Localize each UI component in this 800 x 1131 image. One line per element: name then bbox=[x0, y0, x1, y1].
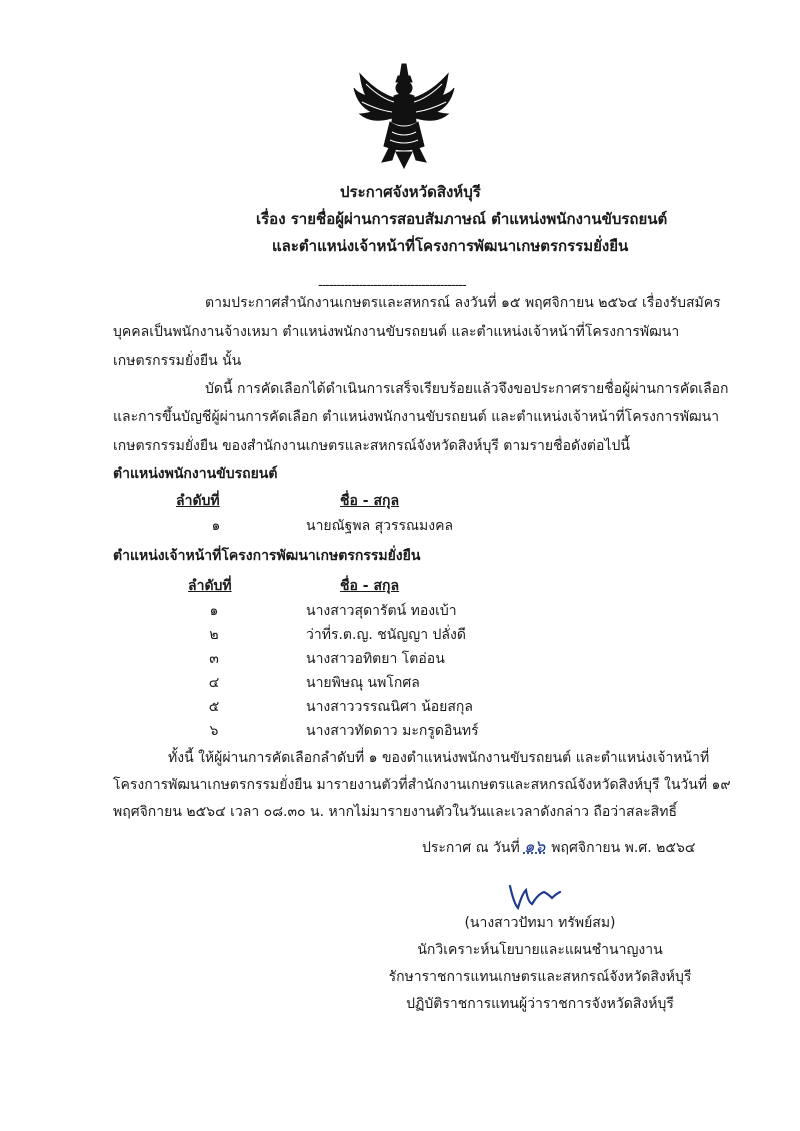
para1-line1: ตามประกาศสำนักงานเกษตรและสหกรณ์ ลงวันที่ ๑๕ พฤศจิกายน ๒๕๖๔ เรื่องรับสมัคร bbox=[205, 295, 721, 311]
section1-heading: ตำแหน่งพนักงานขับรถยนต์ bbox=[113, 466, 278, 482]
para1-line2: บุคคลเป็นพนักงานจ้างเหมา ตำแหน่งพนักงานขับรถยนต์ และตำแหน่งเจ้าหน้าที่โครงการพัฒนา bbox=[113, 324, 680, 340]
para2-line3: เกษตรกรรมยั่งยืน ของสำนักงานเกษตรและสหกรณ์จังหวัดสิงห์บุรี ตามรายชื่อดังต่อไปนี้ bbox=[113, 438, 630, 454]
signer-title-3: ปฏิบัติราชการแทนผู้ว่าราชการจังหวัดสิงห์บุรี bbox=[406, 996, 674, 1012]
list-item-number: ๔ bbox=[208, 675, 220, 691]
para1-line3: เกษตรกรรมยั่งยืน นั้น bbox=[113, 353, 242, 369]
list-item-number: ๑ bbox=[209, 603, 219, 619]
closing-line2: โครงการพัฒนาเกษตรกรรมยั่งยืน มารายงานตัวที่สำนักงานเกษตรและสหกรณ์จังหวัดสิงห์บุรี ในวันที่ ๑๙ bbox=[113, 777, 731, 793]
announce-prefix: ประกาศ ณ วันที่ bbox=[422, 840, 520, 856]
subject-line-1: เรื่อง รายชื่อผู้ผ่านการสอบสัมภาษณ์ ตำแหน่งพนักงานขับรถยนต์ bbox=[256, 210, 668, 228]
list-item-number: ๓ bbox=[209, 651, 219, 667]
para2-line1: บัดนี้ การคัดเลือกได้ดำเนินการเสร็จเรียบร้อยแล้วจึงขอประกาศรายชื่อผู้ผ่านการคัดเลือก bbox=[205, 381, 729, 397]
signer-title-1: นักวิเคราะห์นโยบายและแผนชำนาญงาน bbox=[417, 942, 663, 958]
list-item-name: นางสาวสุดารัตน์ ทองเบ้า bbox=[306, 603, 457, 619]
section1-col-name: ชื่อ - สกุล bbox=[340, 493, 400, 509]
list-item-number: ๖ bbox=[209, 723, 219, 739]
announcement-title: ประกาศจังหวัดสิงห์บุรี bbox=[340, 183, 481, 201]
garuda-emblem-icon bbox=[352, 62, 456, 170]
list-item-name: นายณัฐพล สุวรรณมงคล bbox=[306, 518, 454, 534]
handwritten-signature-icon bbox=[504, 880, 564, 914]
subject-line-2: และตำแหน่งเจ้าหน้าที่โครงการพัฒนาเกษตรกรรมยั่งยืน bbox=[272, 237, 629, 255]
closing-line1: ทั้งนี้ ให้ผู้ผ่านการคัดเลือกลำดับที่ ๑ ของตำแหน่งพนักงานขับรถยนต์ และตำแหน่งเจ้าหน้าที่ bbox=[168, 750, 710, 766]
list-item-number: ๒ bbox=[209, 627, 219, 643]
list-item-name: นางสาวอทิตยา โตอ่อน bbox=[306, 651, 445, 667]
list-item-number: ๕ bbox=[208, 699, 220, 715]
closing-line3: พฤศจิกายน ๒๕๖๔ เวลา ๐๘.๓๐ น. หากไม่มารายงานตัวในวันและเวลาดังกล่าว ถือว่าสละสิทธิ์ bbox=[113, 804, 677, 820]
announce-day: ๑๖ bbox=[523, 837, 546, 857]
section1-col-order: ลำดับที่ bbox=[176, 493, 220, 509]
list-item-name: นายพิษณุ นพโกศล bbox=[306, 675, 420, 691]
para2-line2: และการขึ้นบัญชีผู้ผ่านการคัดเลือก ตำแหน่งพนักงานขับรถยนต์ และตำแหน่งเจ้าหน้าที่โครงการพัฒนา bbox=[113, 409, 720, 425]
signer-title-2: รักษาราชการแทนเกษตรและสหกรณ์จังหวัดสิงห์บุรี bbox=[388, 969, 692, 985]
announce-date bbox=[422, 833, 695, 860]
section2-col-name: ชื่อ - สกุล bbox=[340, 578, 400, 594]
separator: ---------------------------------------- bbox=[318, 278, 466, 293]
list-item-number: ๑ bbox=[211, 518, 221, 534]
section2-heading: ตำแหน่งเจ้าหน้าที่โครงการพัฒนาเกษตรกรรมยั่งยืน bbox=[113, 548, 421, 564]
signer-name: (นางสาวปัทมา ทรัพย์สม) bbox=[464, 915, 616, 931]
list-item-name: ว่าที่ร.ต.ญ. ชนัญญา ปลั่งดี bbox=[306, 627, 466, 643]
list-item-name: นางสาววรรณนิศา น้อยสกุล bbox=[306, 699, 473, 715]
announce-suffix: พฤศจิกายน พ.ศ. ๒๕๖๔ bbox=[551, 840, 696, 856]
section2-col-order: ลำดับที่ bbox=[188, 578, 232, 594]
list-item-name: นางสาวทัดดาว มะกรูดอินทร์ bbox=[306, 723, 479, 739]
